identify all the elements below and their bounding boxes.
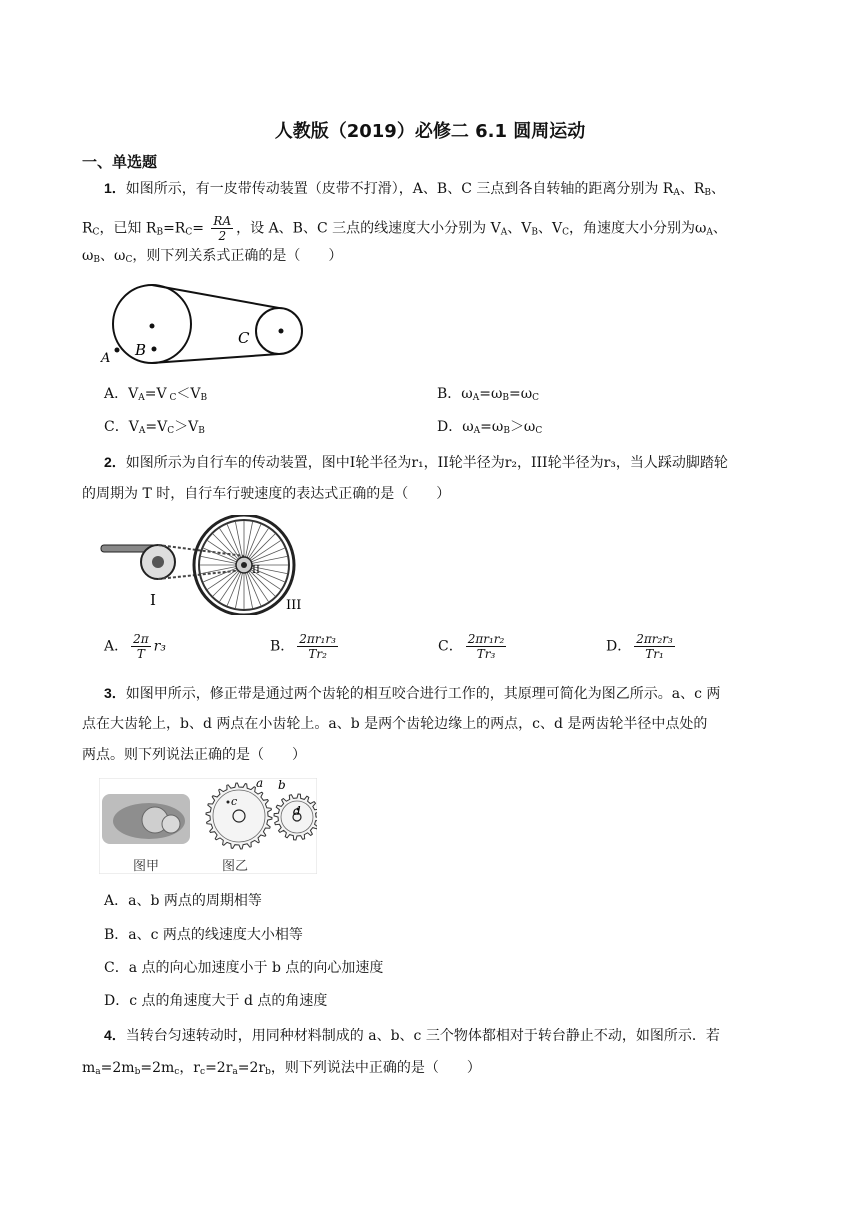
q4-number: 4． — [104, 1027, 126, 1043]
q2-number: 2． — [104, 454, 126, 470]
q3-option-b[interactable]: B．a、c 两点的线速度大小相等 — [104, 927, 303, 943]
label-C: C — [238, 329, 250, 347]
q4-line1: 4．当转台匀速转动时，用同种材料制成的 a、b、c 三个物体都相对于转台静止不动，如图所示．若 — [104, 1027, 720, 1044]
q2-option-b[interactable]: B． $\frac{\text{2πr₁r₃}}{\text{Tr₂}}$ — [270, 632, 336, 661]
q3-number: 3． — [104, 685, 126, 701]
label-c: c — [231, 795, 238, 808]
q3-option-c[interactable]: C．a 点的向心加速度小于 b 点的向心加速度 — [104, 960, 384, 976]
label-III: III — [286, 598, 302, 613]
q3-line2: 点在大齿轮上，b、d 两点在小齿轮上。a、b 是两个齿轮边缘上的两点，c、d 是两齿轮半径中点处的 — [82, 716, 708, 732]
caption-yi: 图乙 — [222, 859, 249, 874]
page-title: 人教版（2019）必修二 6.1 圆周运动 — [274, 121, 586, 142]
q1-line2: $R_C$，已知 $R_B=R_C=$ $\frac{RA}{2}$ ，设 A、B、C 三点的线速度大小分别为 $V_A$、$V_B$、$V_C$，角速度大小分别为$\omega_A$、 — [82, 214, 727, 243]
q1-option-b[interactable]: B．$\omega_A=\omega_B=\omega_C$ — [437, 386, 540, 403]
q1-number: 1． — [104, 180, 126, 196]
point-b-dot — [152, 347, 157, 352]
q2-line1: 2．如图所示为自行车的传动装置，图中I轮半径为r₁，II轮半径为r₂，III轮半径为r₃，当人踩动脚踏轮 — [104, 454, 728, 471]
axle-dot-1 — [150, 324, 155, 329]
label-I: I — [150, 591, 156, 609]
point-a-dot — [115, 348, 120, 353]
section-heading: 一、单选题 — [82, 153, 158, 171]
point-c-dot — [279, 329, 284, 334]
bicycle-drive-figure — [98, 515, 308, 615]
q2-line2: 的周期为 T 时，自行车行驶速度的表达式正确的是（ ） — [82, 486, 451, 502]
q2-option-d[interactable]: D． $\frac{\text{2πr₂r₃}}{\text{Tr₁}}$ — [606, 632, 673, 661]
caption-jia: 图甲 — [133, 859, 160, 874]
q1-option-c[interactable]: C．$V_A=V_C>V_B$ — [104, 419, 205, 436]
label-A: A — [101, 351, 111, 366]
label-b: b — [278, 778, 286, 792]
q3-line1: 3．如图甲所示，修正带是通过两个齿轮的相互咬合进行工作的，其原理可简化为图乙所示。a、c 两 — [104, 685, 721, 702]
gear-figure — [99, 778, 317, 874]
belt-drive-figure — [100, 284, 310, 370]
label-a: a — [256, 778, 264, 790]
wheel-II-hub — [241, 562, 247, 568]
wheel-I-hub — [152, 556, 164, 568]
q1-line3: $\omega_B$、$\omega_C$，则下列关系式正确的是（ ） — [82, 248, 343, 265]
point-c-dot — [227, 801, 230, 804]
q1-option-d[interactable]: D．$\omega_A=\omega_B>\omega_C$ — [437, 419, 543, 436]
q3-option-a[interactable]: A．a、b 两点的周期相等 — [104, 893, 262, 909]
q2-option-c[interactable]: C． $\frac{\text{2πr₁r₂}}{\text{Tr₃}}$ — [438, 632, 505, 661]
q3-line3: 两点。则下列说法正确的是（ ） — [82, 747, 306, 763]
q1-line1: 1．如图所示，有一皮带传动装置（皮带不打滑），A、B、C 三点到各自转轴的距离分别为 $R_A$、$R_B$、 — [104, 180, 726, 198]
label-d: d — [293, 804, 301, 818]
q1-fraction: $\frac{RA}{2}$ — [213, 214, 232, 243]
q1-option-a[interactable]: A．$V_A=V$ $_C<V_B$ — [104, 386, 208, 403]
q2-option-a[interactable]: A． $\frac{2\pi}{T}$ r₃ — [104, 632, 166, 661]
q4-line2: $m_a=2m_b=2m_c$，$r_c=2r_a=2r_b$，则下列说法中正确的是（ ） — [82, 1060, 481, 1077]
q3-option-d[interactable]: D．c 点的角速度大于 d 点的角速度 — [104, 993, 328, 1009]
label-B: B — [135, 341, 147, 359]
label-II: II — [252, 565, 260, 576]
belt-top — [152, 285, 279, 308]
